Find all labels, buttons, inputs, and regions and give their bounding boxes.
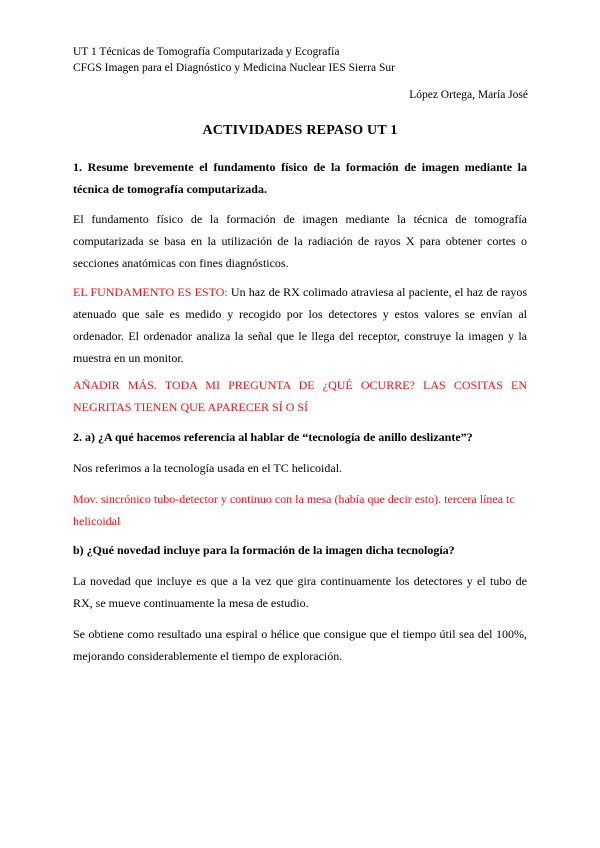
feedback-2a: Mov. sincrónico tubo-detector y continuo con la mesa (había que decir esto). tercera línea tc helicoidal (73, 492, 515, 528)
feedback-1-label: EL FUNDAMENTO ES ESTO: (73, 285, 228, 299)
header-course-line: UT 1 Técnicas de Tomografía Computarizada y Ecografía (73, 46, 340, 58)
author-name: López Ortega, María José (409, 89, 528, 101)
feedback-1 (73, 281, 527, 369)
answer-1: El fundamento físico de la formación de imagen mediante la técnica de tomografía computarizada se basa en la utilización de la radiación de rayos X para obtener cortes o secciones anatómicas con fines diagnósticos. (73, 212, 527, 270)
answer-2b-part2: Se obtiene como resultado una espiral o hélice que consigue que el tiempo útil sea del 100%, mejorando considerablemente el tiempo de exploración. (73, 627, 527, 663)
header-school-line: CFGS Imagen para el Diagnóstico y Medicina Nuclear IES Sierra Sur (73, 62, 395, 74)
answer-2b-part1: La novedad que incluye es que a la vez que gira continuamente los detectores y el tubo de RX, se mueve continuamente la mesa de estudio. (73, 574, 527, 610)
question-1: 1. Resume brevemente el fundamento físico de la formación de imagen mediante la técnica de tomografía computarizada. (73, 160, 527, 196)
question-2b: b) ¿Qué novedad incluye para la formación de la imagen dicha tecnología? (73, 543, 455, 557)
answer-2a: Nos referimos a la tecnología usada en el TC helicoidal. (73, 461, 343, 475)
teacher-note-1: AÑADIR MÁS. TODA MI PREGUNTA DE ¿QUÉ OCURRE? LAS COSITAS EN NEGRITAS TIENEN QUE APARECER SÍ O SÍ (73, 378, 527, 414)
feedback-1-text: Un haz de RX colimado atraviesa al paciente, el haz de rayos atenuado que sale es medido y recogido por los detectores y estos valores se envían al ordenador. El ordenador analiza la señal que le llega del receptor, construye la imagen y la muestra en un monitor. (73, 285, 528, 365)
question-2a: 2. a) ¿A qué hacemos referencia al hablar de “tecnología de anillo deslizante”? (73, 430, 473, 444)
page-title: ACTIVIDADES REPASO UT 1 (202, 123, 398, 138)
